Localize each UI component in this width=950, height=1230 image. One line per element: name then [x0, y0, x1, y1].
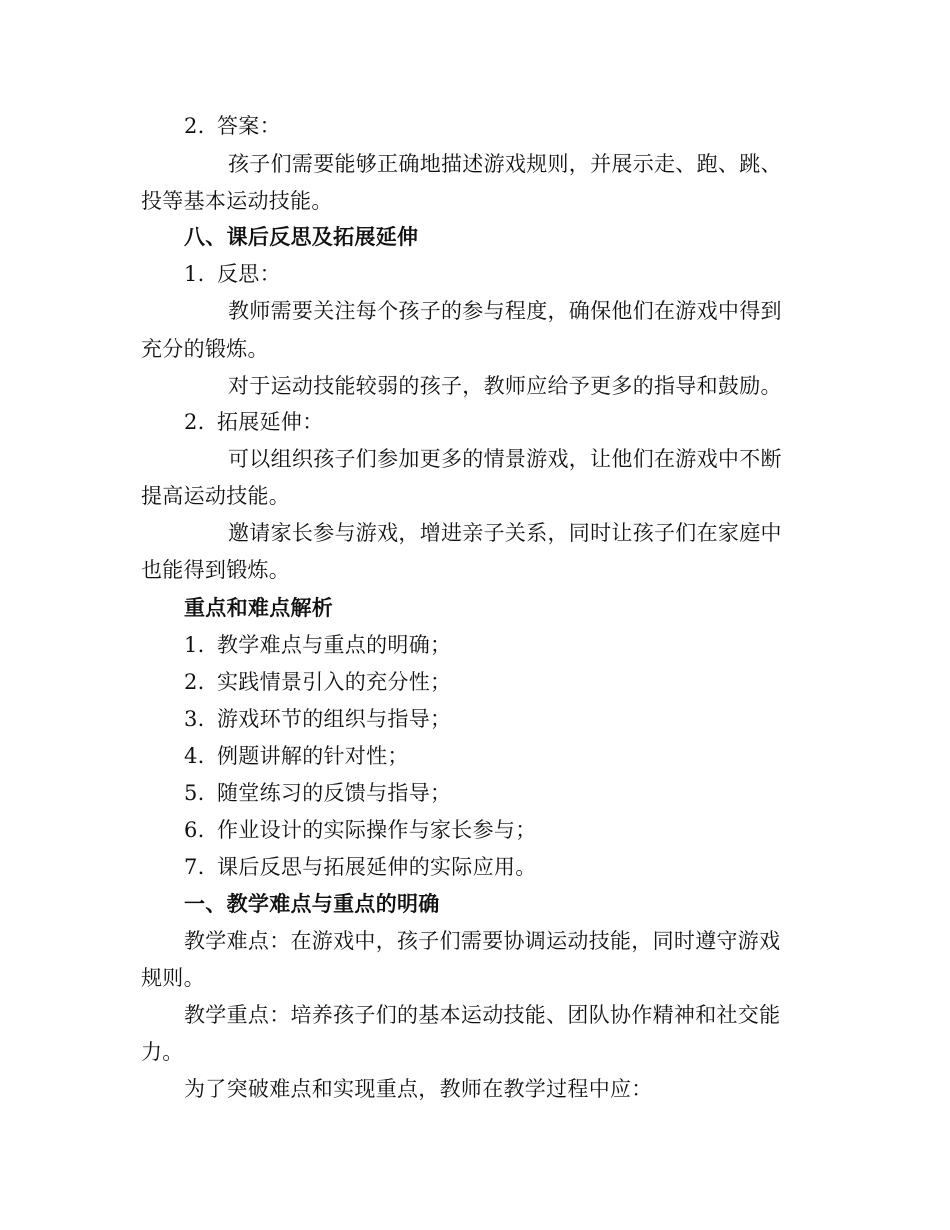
list-item	[184, 630, 451, 660]
list-item-text: 课后反思与拓展延伸的实际应用。	[217, 855, 537, 879]
section-heading: 重点和难点解析	[184, 595, 334, 620]
paragraph-line: 规则。	[141, 966, 205, 990]
section-heading: 八、课后反思及拓展延伸	[184, 224, 419, 249]
paragraph-line: 为了突破难点和实现重点，教师在教学过程中应：	[184, 1077, 653, 1101]
list-number: 1.	[184, 633, 205, 657]
paragraph-line: 对于运动技能较弱的孩子，教师应给予更多的指导和鼓励。	[228, 374, 782, 398]
paragraph-line: 教师需要关注每个孩子的参与程度，确保他们在游戏中得到	[228, 299, 782, 323]
list-item-text: 反思：	[217, 262, 281, 286]
list-item	[184, 111, 281, 141]
list-item	[184, 259, 281, 289]
list-item	[184, 704, 451, 734]
paragraph-line: 力。	[141, 1040, 184, 1064]
paragraph-line: 邀请家长参与游戏，增进亲子关系，同时让孩子们在家庭中	[228, 521, 782, 545]
list-item	[184, 741, 409, 771]
list-item-text: 拓展延伸：	[217, 410, 324, 434]
paragraph-line: 教学难点：在游戏中，孩子们需要协调运动技能，同时遵守游戏	[184, 929, 781, 953]
paragraph-line: 可以组织孩子们参加更多的情景游戏，让他们在游戏中不断	[228, 447, 782, 471]
list-number: 2.	[184, 410, 205, 434]
list-item	[184, 815, 537, 845]
list-item-text: 教学难点与重点的明确；	[217, 633, 452, 657]
list-item	[184, 778, 451, 808]
paragraph-line: 提高运动技能。	[141, 484, 291, 508]
paragraph-line: 孩子们需要能够正确地描述游戏规则，并展示走、跑、跳、	[228, 152, 782, 176]
section-heading: 一、教学难点与重点的明确	[184, 891, 440, 916]
list-number: 3.	[184, 707, 205, 731]
list-number: 2.	[184, 114, 205, 138]
paragraph-line: 也能得到锻炼。	[141, 558, 291, 582]
list-item-text: 实践情景引入的充分性；	[217, 670, 452, 694]
list-number: 6.	[184, 818, 205, 842]
paragraph-line: 充分的锻炼。	[141, 337, 269, 361]
list-number: 1.	[184, 262, 205, 286]
list-item-text: 游戏环节的组织与指导；	[217, 707, 452, 731]
list-number: 7.	[184, 855, 205, 879]
list-item-text: 答案：	[217, 114, 281, 138]
list-item	[184, 407, 324, 437]
list-number: 5.	[184, 781, 205, 805]
list-item-text: 随堂练习的反馈与指导；	[217, 781, 452, 805]
paragraph-line: 教学重点：培养孩子们的基本运动技能、团队协作精神和社交能	[184, 1003, 781, 1027]
list-item	[184, 852, 537, 882]
paragraph-line: 投等基本运动技能。	[141, 189, 333, 213]
list-item-text: 作业设计的实际操作与家长参与；	[217, 818, 537, 842]
list-number: 2.	[184, 670, 205, 694]
list-item	[184, 667, 451, 697]
list-number: 4.	[184, 744, 205, 768]
list-item-text: 例题讲解的针对性；	[217, 744, 409, 768]
